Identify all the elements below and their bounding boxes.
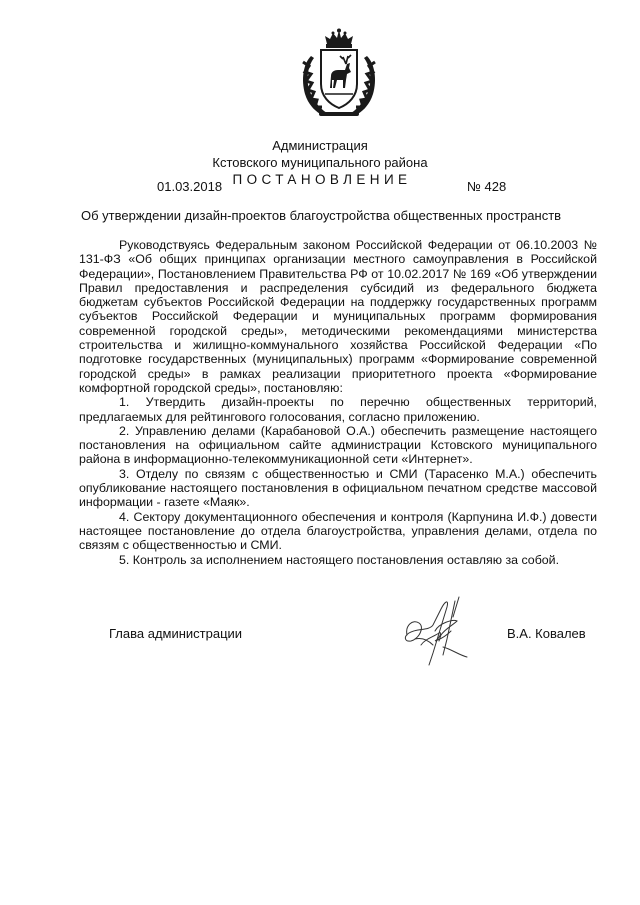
handwritten-signature-icon [395, 595, 480, 673]
paragraph-item-4: 4. Сектору документационного обеспечения и контроля (Карпунина И.Ф.) довести настоящее постановление до отдела благоустройства, управления делами, отдела по связям с общественностью и СМИ. [79, 509, 597, 553]
document-body [79, 238, 597, 567]
document-date: 01.03.2018 [157, 179, 223, 194]
document-header [0, 137, 640, 188]
document-number: № 428 [467, 179, 507, 194]
signatory-name: В.А. Ковалев [507, 626, 586, 641]
signatory-title: Глава администрации [109, 626, 243, 641]
org-name-line-1: Администрация [272, 138, 368, 153]
paragraph-item-1: 1. Утвердить дизайн-проекты по перечню общественных территорий, предлагаемых для рейтингового голосования, согласно приложению. [79, 395, 597, 424]
document-subject: Об утверждении дизайн-проектов благоустройства общественных пространств [81, 208, 562, 223]
paragraph-preamble: Руководствуясь Федеральным законом Российской Федерации от 06.10.2003 № 131-ФЗ «Об общих принципах организации местного самоуправления в Российской Федерации», Постановлением Правительства РФ от 10.02.2017 № 169 «Об утверждении Правил предоставления и распределения субсидий из федерального бюджета бюджетам субъектов Российской Федерации на поддержку государственных программ субъектов Российской Федерации и муниципальных программ формирования современной городской среды», методическими рекомендациями министерства строительства и жилищно-коммунального хозяйства Российской Федерации «По подготовке государственных (муниципальных) программ «Формирование современной городской среды» в рамках реализации приоритетного проекта «Формирование комфортной городской среды», постановляю: [79, 238, 597, 395]
paragraph-item-2: 2. Управлению делами (Карабановой О.А.) обеспечить размещение настоящего постановления на официальном сайте администрации Кстовского муниципального района в информационно-телекоммуникационной сети «Интернет». [79, 423, 597, 467]
org-name-line-2: Кстовского муниципального района [212, 155, 428, 170]
paragraph-item-3: 3. Отделу по связям с общественностью и СМИ (Тарасенко М.А.) обеспечить опубликование настоящего постановления в официальном печатном средстве массовой информации - газете «Маяк». [79, 466, 597, 510]
paragraph-item-5: 5. Контроль за исполнением настоящего постановления оставляю за собой. [119, 552, 560, 567]
document-type: ПОСТАНОВЛЕНИЕ [232, 172, 412, 187]
coat-of-arms-icon [297, 28, 381, 120]
